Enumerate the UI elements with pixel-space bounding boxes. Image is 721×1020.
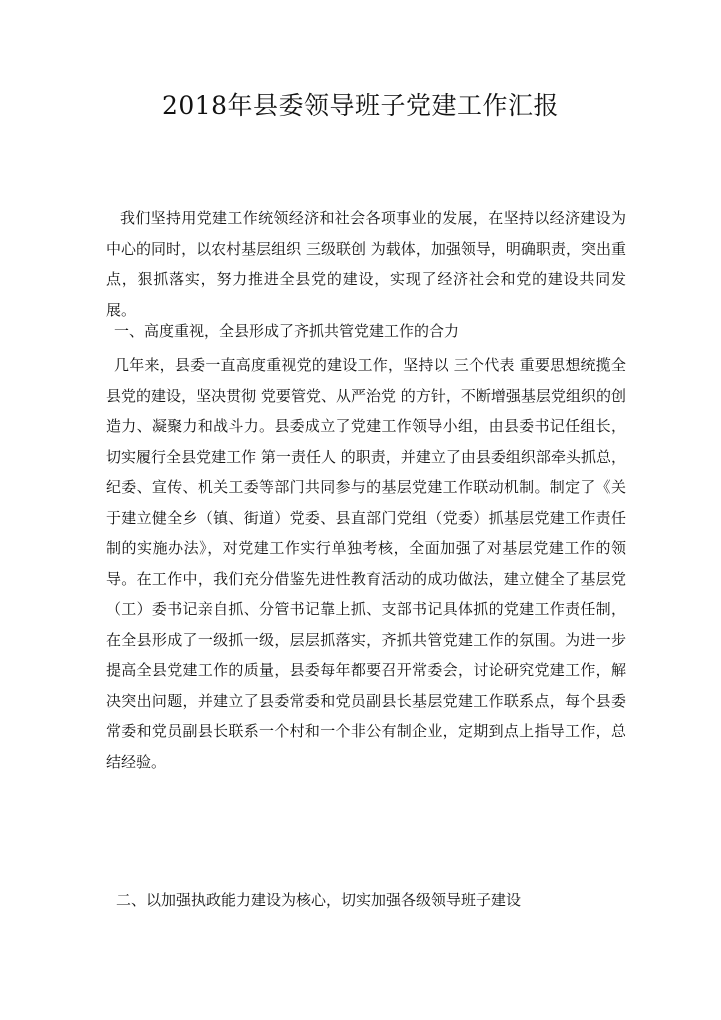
section-1-heading: 一、高度重视，全县形成了齐抓共管党建工作的合力 xyxy=(114,322,460,340)
intro-paragraph: 我们坚持用党建工作统领经济和社会各项事业的发展，在坚持以经济建设为中心的同时，以农村基层组织 三级联创 为载体，加强领导，明确职责，突出重点，狠抓落实，努力推进全县党的建设，实现了经济社会和党的建设共同发展。 xyxy=(106,209,626,319)
section-2-heading: 二、以加强执政能力建设为核心，切实加强各级领导班子建设 xyxy=(116,891,522,909)
document-title: 2018年县委领导班子党建工作汇报 xyxy=(161,91,560,120)
section-1-paragraph: 几年来，县委一直高度重视党的建设工作，坚持以 三个代表 重要思想统揽全县党的建设，坚决贯彻 党要管党、从严治党 的方针，不断增强基层党组织的创造力、凝聚力和战斗力。县委成立了党建工作领导小组，由县委书记任组长，切实履行全县党建工作 第一责任人 的职责，并建立了由县委组织部牵头抓总，纪委、宣传、机关工委等部门共同参与的基层党建工作联动机制。制定了《关于建立健全乡（镇、街道）党委、县直部门党组（党委）抓基层党建工作责任制的实施办法》，对党建工作实行单独考核，全面加强了对基层党建工作的领导。在工作中，我们充分借鉴先进性教育活动的成功做法，建立健全了基层党（工）委书记亲自抓、分管书记靠上抓、支部书记具体抓的党建工作责任制，在全县形成了一级抓一级，层层抓落实，齐抓共管党建工作的氛围。为进一步提高全县党建工作的质量，县委每年都要召开常委会，讨论研究党建工作，解决突出问题，并建立了县委常委和党员副县长基层党建工作联系点，每个县委常委和党员副县长联系一个村和一个非公有制企业，定期到点上指导工作，总结经验。 xyxy=(106,356,626,771)
